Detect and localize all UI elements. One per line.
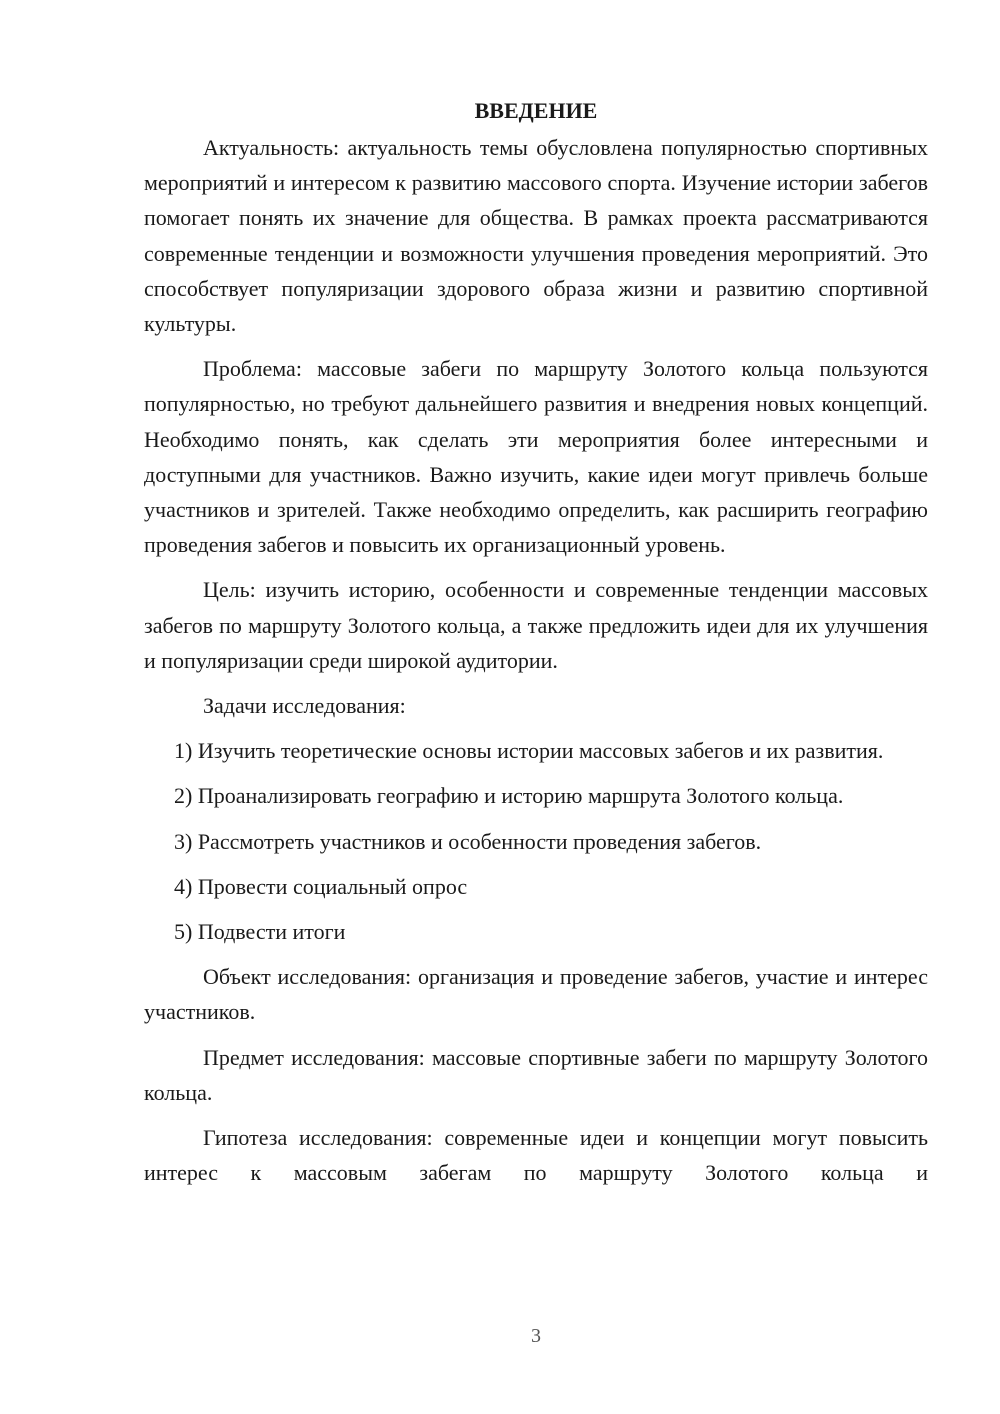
- goal-paragraph: Цель: изучить историю, особенности и современные тенденции массовых забегов по маршруту Золотого кольца, а также предложить идеи для их улучшения и популяризации среди широкой аудитории.: [144, 577, 928, 673]
- tasks-heading: Задачи исследования:: [203, 693, 406, 719]
- task-item: 3) Рассмотреть участников и особенности проведения забегов.: [174, 828, 762, 854]
- task-item: 4) Провести социальный опрос: [174, 873, 468, 899]
- section-title: ВВЕДЕНИЕ: [474, 98, 598, 123]
- task-item: 2) Проанализировать географию и историю маршрута Золотого кольца.: [174, 783, 844, 809]
- tasks-list: [144, 733, 928, 949]
- relevance-paragraph: Актуальность: актуальность темы обусловлена популярностью спортивных мероприятий и интересом к развитию массового спорта. Изучение истории забегов помогает понять их значение для общества. В рамках проекта рассматриваются современные тенденции и возможности улучшения проведения мероприятий. Это способствует популяризации здорового образа жизни и развитию спортивной культуры.: [144, 135, 928, 337]
- document-page: [144, 92, 928, 1200]
- hypothesis-paragraph: Гипотеза исследования: современные идеи и концепции могут повысить интерес к массовым забегам по маршруту Золотого кольца и: [144, 1125, 928, 1186]
- task-item: 5) Подвести итоги: [174, 919, 346, 945]
- page-number: 3: [531, 1325, 541, 1347]
- problem-paragraph: Проблема: массовые забеги по маршруту Золотого кольца пользуются популярностью, но требуют дальнейшего развития и внедрения новых концепций. Необходимо понять, как сделать эти мероприятия более интересными и доступными для участников. Важно изучить, какие идеи могут привлечь больше участников и зрителей. Также необходимо определить, как расширить географию проведения забегов и повысить их организационный уровень.: [144, 356, 928, 558]
- subject-paragraph: Предмет исследования: массовые спортивные забеги по маршруту Золотого кольца.: [144, 1044, 928, 1105]
- task-item: 1) Изучить теоретические основы истории массовых забегов и их развития.: [174, 738, 884, 764]
- object-paragraph: Объект исследования: организация и проведение забегов, участие и интерес участников.: [144, 964, 928, 1025]
